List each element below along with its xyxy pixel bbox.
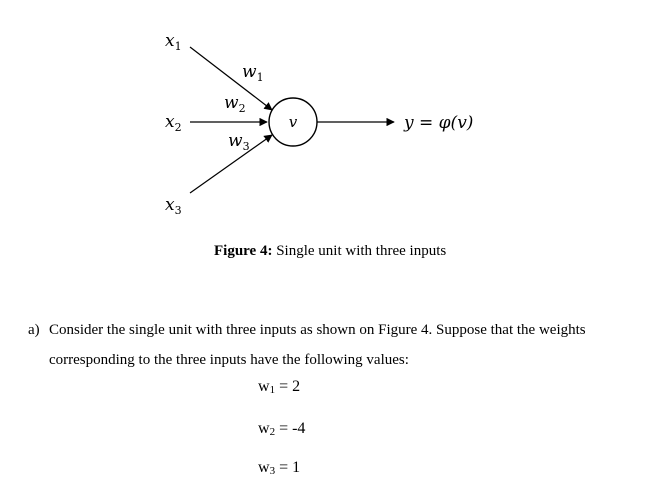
question-text: Consider the single unit with three inputs as shown on Figure 4. Suppose that the weights corresponding to the three inputs have the following values: xyxy=(49,322,586,368)
input-label-x1: $x_1$ xyxy=(165,31,182,53)
figure-caption xyxy=(214,243,446,260)
weight-label-w3: $w_3$ xyxy=(228,131,250,153)
output-label: y = φ(v) xyxy=(404,113,474,133)
weight-label-w2: $w_2$ xyxy=(224,93,246,115)
weight-value-w3: w3 = 1 xyxy=(258,459,301,477)
weight-value-w1: w1 = 2 xyxy=(258,378,301,396)
weight-label-w1: $w_1$ xyxy=(242,62,264,84)
node-label: v xyxy=(288,113,298,131)
input-label-x2: $x_2$ xyxy=(165,112,182,134)
neuron-diagram xyxy=(0,0,657,240)
question-marker: a) xyxy=(28,322,40,338)
figure-caption-text: Single unit with three inputs xyxy=(276,243,447,259)
weight-value-w2: w2 = -4 xyxy=(258,420,306,438)
input-label-x3: $x_3$ xyxy=(165,195,182,217)
question-a xyxy=(28,315,628,375)
figure-caption-label: Figure 4: xyxy=(214,243,273,259)
